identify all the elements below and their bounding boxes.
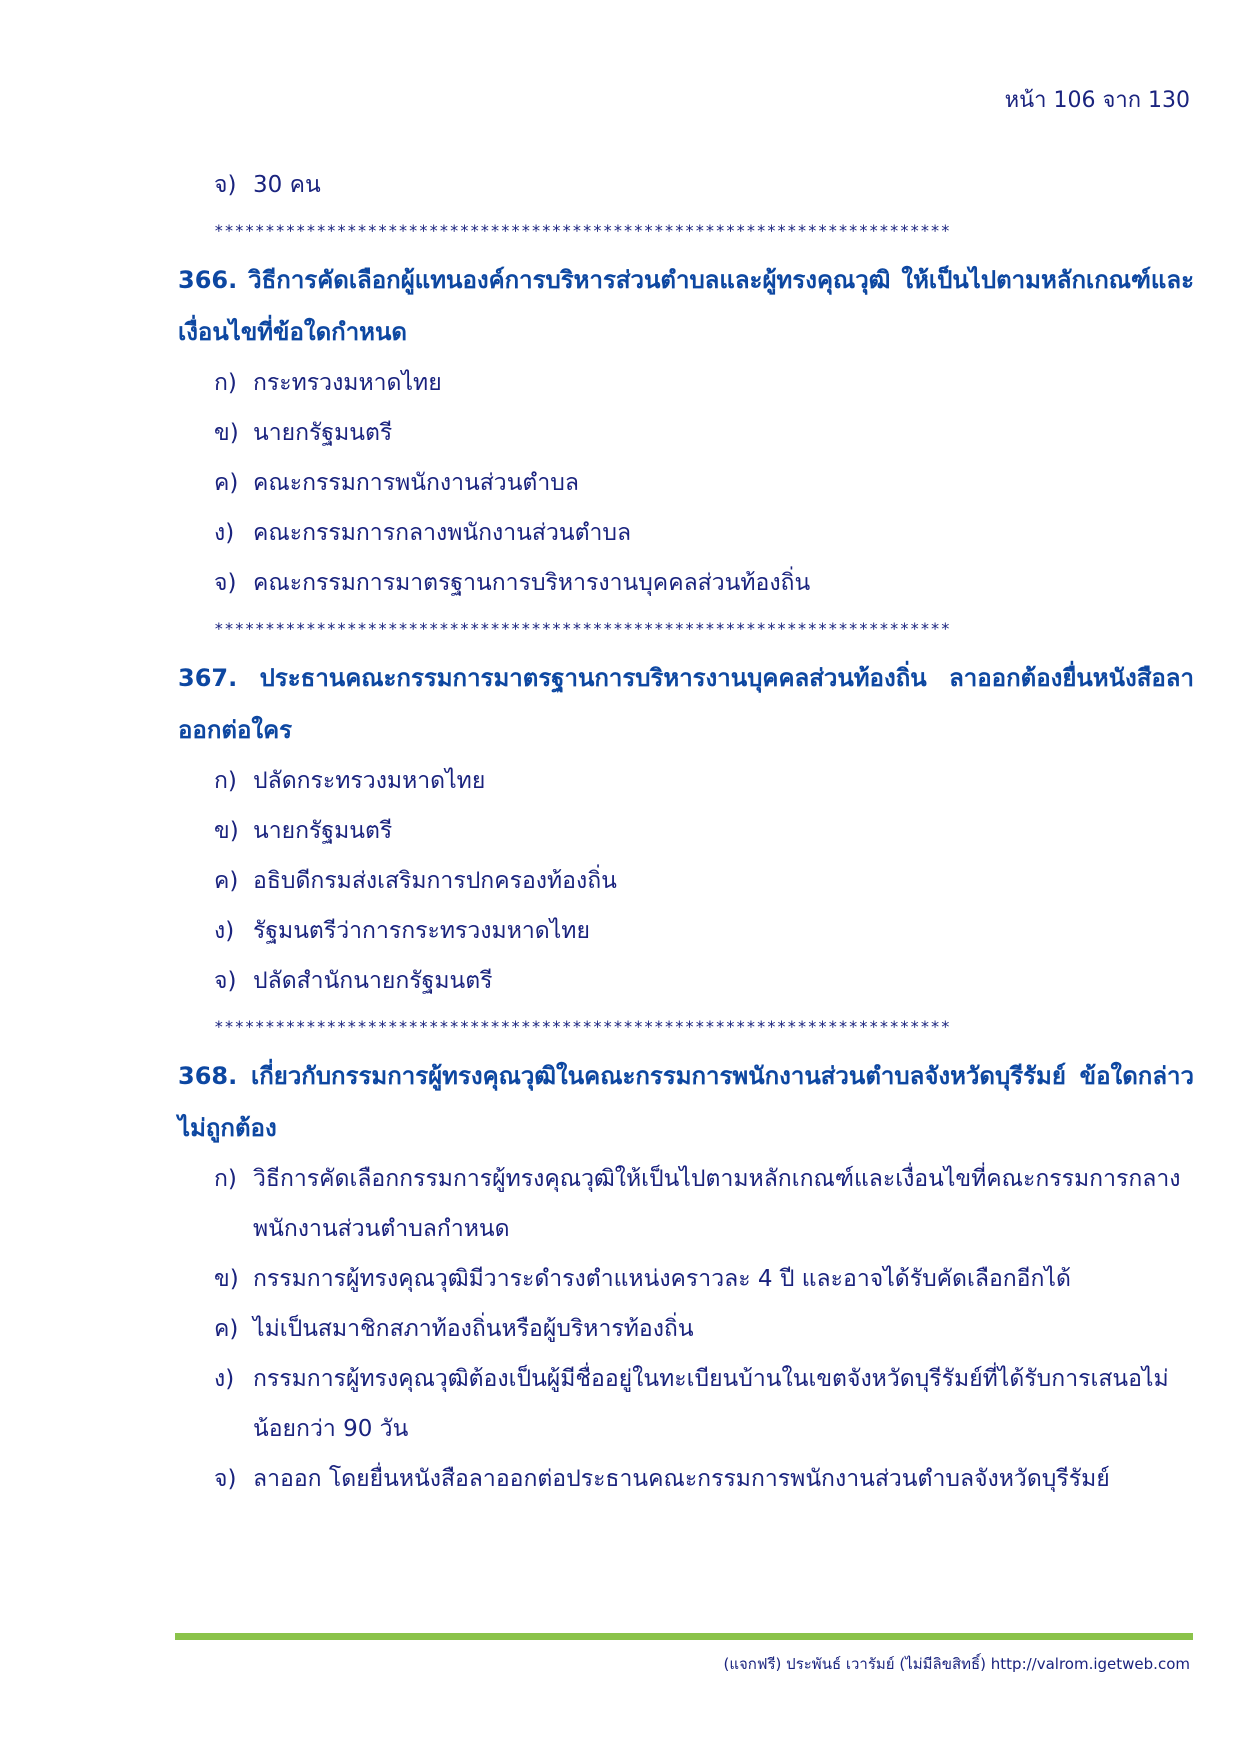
- option-text: รัฐมนตรีว่าการกระทรวงมหาดไทย: [253, 918, 590, 944]
- option-text: วิธีการคัดเลือกกรรมการผู้ทรงคุณวุฒิให้เป็นไปตามหลักเกณฑ์และเงื่อนไขที่คณะกรรมการกลางพนักงานส่วนตำบลกำหนด: [253, 1166, 1181, 1242]
- footer-credit: (แจกฟรี) ประพันธ์ เวารัมย์ (ไม่มีลิขสิทธิ์) http://valrom.igetweb.com: [723, 1655, 1190, 1673]
- option-letter: ข): [214, 1266, 239, 1292]
- option-letter: ง): [214, 918, 235, 944]
- option-item: [178, 1154, 1194, 1254]
- option-letter: จ): [214, 1466, 237, 1492]
- option-text: กรรมการผู้ทรงคุณวุฒิมีวาระดำรงตำแหน่งคราวละ 4 ปี และอาจได้รับคัดเลือกอีกได้: [253, 1266, 1071, 1292]
- option-text: นายกรัฐมนตรี: [253, 420, 393, 446]
- option-item: [178, 508, 1194, 558]
- option-text: กรรมการผู้ทรงคุณวุฒิต้องเป็นผู้มีชื่ออยู่ในทะเบียนบ้านในเขตจังหวัดบุรีรัมย์ที่ได้รับการเสนอไม่น้อยกว่า 90 วัน: [253, 1366, 1169, 1442]
- option-text: คณะกรรมการกลางพนักงานส่วนตำบล: [253, 520, 632, 546]
- option-text: ปลัดสำนักนายกรัฐมนตรี: [253, 968, 493, 994]
- option-letter: ค): [214, 470, 239, 496]
- option-item: [178, 906, 1194, 956]
- option-text: คณะกรรมการมาตรฐานการบริหารงานบุคคลส่วนท้องถิ่น: [253, 570, 811, 596]
- option-letter: จ): [214, 968, 237, 994]
- option-text: 30 คน: [253, 172, 321, 198]
- option-item: [178, 1304, 1194, 1354]
- option-item: [178, 558, 1194, 608]
- option-letter: ค): [214, 868, 239, 894]
- option-text: อธิบดีกรมส่งเสริมการปกครองท้องถิ่น: [253, 868, 617, 894]
- option-letter: ก): [214, 370, 237, 396]
- option-letter: ก): [214, 1166, 237, 1192]
- option-letter: ข): [214, 818, 239, 844]
- separator: ************************************************************************: [214, 619, 951, 638]
- question-title: 368. เกี่ยวกับกรรมการผู้ทรงคุณวุฒิในคณะกรรมการพนักงานส่วนตำบลจังหวัดบุรีรัมย์ ข้อใดกล่าวไม่ถูกต้อง: [178, 1062, 1194, 1142]
- option-text: นายกรัฐมนตรี: [253, 818, 393, 844]
- option-item: [178, 1254, 1194, 1304]
- option-letter: ก): [214, 768, 237, 794]
- option-item: [178, 160, 1194, 210]
- option-item: [178, 358, 1194, 408]
- option-text: คณะกรรมการพนักงานส่วนตำบล: [253, 470, 579, 496]
- option-text: ลาออก โดยยื่นหนังสือลาออกต่อประธานคณะกรรมการพนักงานส่วนตำบลจังหวัดบุรีรัมย์: [253, 1466, 1110, 1492]
- option-item: [178, 1354, 1194, 1454]
- option-text: กระทรวงมหาดไทย: [253, 370, 442, 396]
- separator: ************************************************************************: [214, 221, 951, 240]
- option-text: ไม่เป็นสมาชิกสภาท้องถิ่นหรือผู้บริหารท้องถิ่น: [253, 1316, 694, 1342]
- option-item: [178, 408, 1194, 458]
- option-item: [178, 458, 1194, 508]
- option-letter: ข): [214, 420, 239, 446]
- option-letter: ง): [214, 520, 235, 546]
- option-item: [178, 856, 1194, 906]
- document-body: [178, 160, 1194, 1504]
- option-letter: จ): [214, 172, 237, 198]
- question-title: 366. วิธีการคัดเลือกผู้แทนองค์การบริหารส่วนตำบลและผู้ทรงคุณวุฒิ ให้เป็นไปตามหลักเกณฑ์และเงื่อนไขที่ข้อใดกำหนด: [178, 266, 1194, 346]
- option-item: [178, 1454, 1194, 1504]
- option-letter: ค): [214, 1316, 239, 1342]
- page-number: หน้า 106 จาก 130: [1004, 88, 1190, 113]
- option-item: [178, 806, 1194, 856]
- separator: ************************************************************************: [214, 1017, 951, 1036]
- footer-divider: [175, 1633, 1193, 1640]
- option-letter: จ): [214, 570, 237, 596]
- question-title: 367. ประธานคณะกรรมการมาตรฐานการบริหารงานบุคคลส่วนท้องถิ่น ลาออกต้องยื่นหนังสือลาออกต่อใคร: [178, 664, 1194, 744]
- option-item: [178, 756, 1194, 806]
- option-text: ปลัดกระทรวงมหาดไทย: [253, 768, 486, 794]
- option-item: [178, 956, 1194, 1006]
- option-letter: ง): [214, 1366, 235, 1392]
